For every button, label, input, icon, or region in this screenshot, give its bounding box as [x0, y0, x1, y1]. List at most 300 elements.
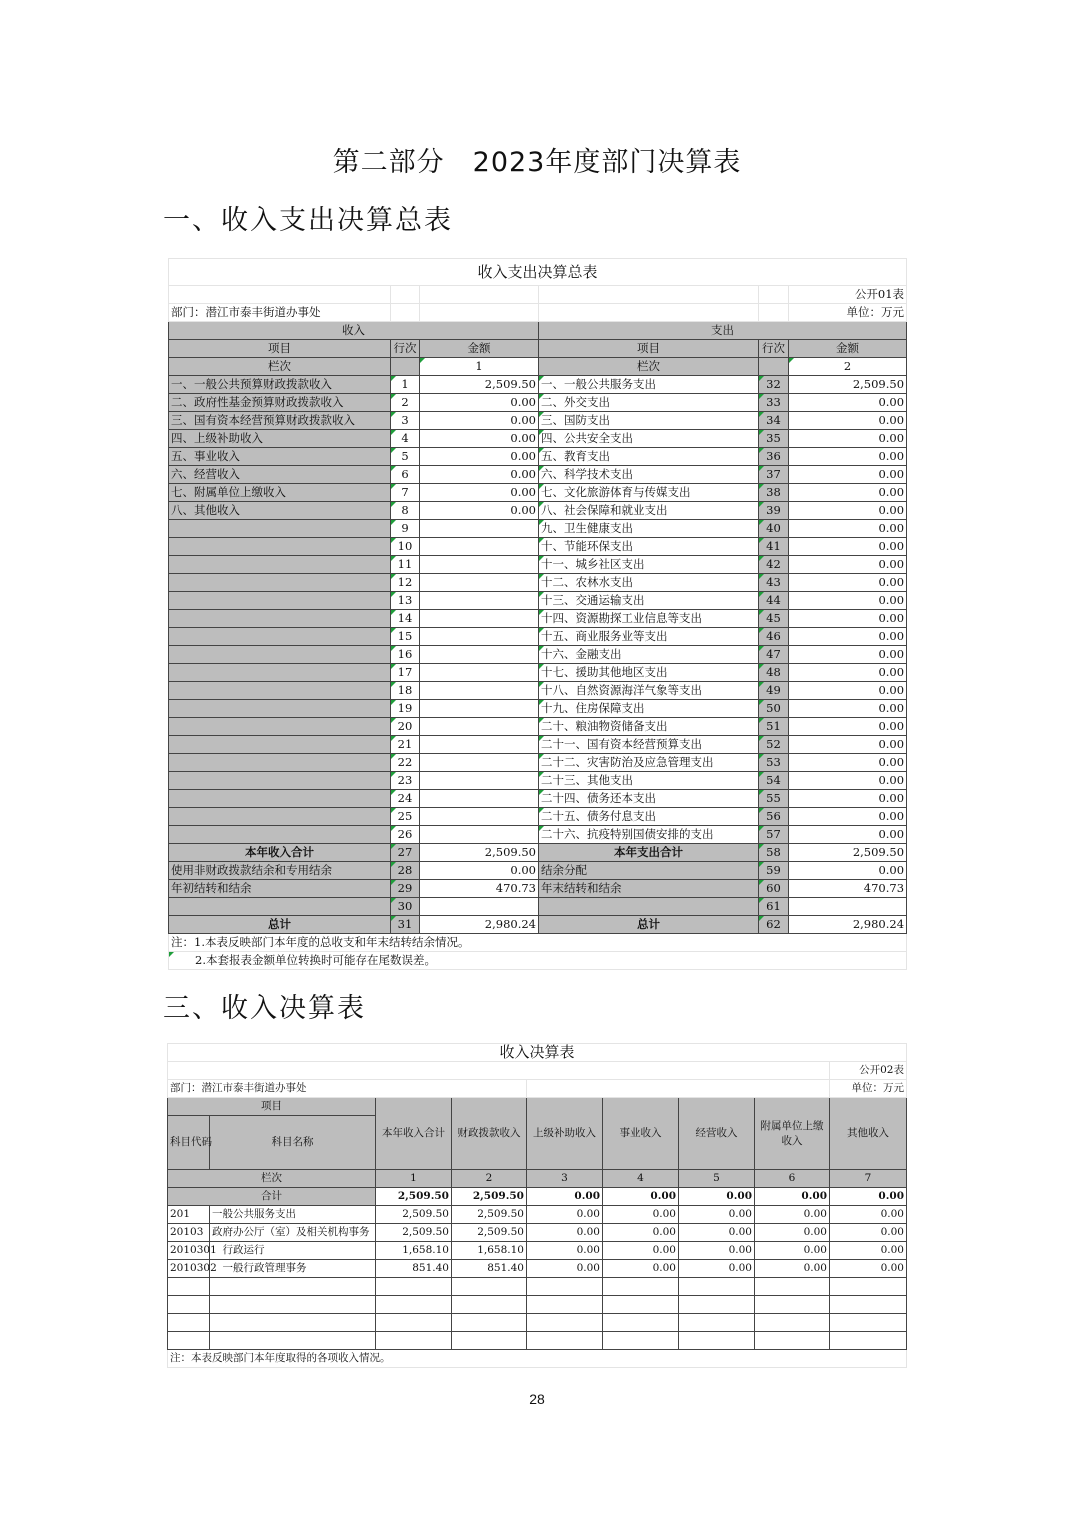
- lanci-number: 2: [452, 1170, 527, 1188]
- row-number: 45: [759, 610, 789, 628]
- expense-amount: 0.00: [789, 556, 907, 574]
- empty-cell: [830, 1332, 907, 1350]
- income-item: 四、上级补助收入: [169, 430, 391, 448]
- col-name: 科目名称: [210, 1116, 376, 1170]
- subject-code: 2010302: [168, 1260, 210, 1278]
- expense-item: 十八、自然资源海洋气象等支出: [539, 682, 759, 700]
- row-number: 50: [759, 700, 789, 718]
- expense-amount: 0.00: [789, 628, 907, 646]
- note-1: 注：1.本表反映部门本年度的总收支和年末结转结余情况。: [169, 934, 907, 952]
- row-number: 11: [391, 556, 420, 574]
- expense-item: 十六、金融支出: [539, 646, 759, 664]
- expense-item: 三、国防支出: [539, 412, 759, 430]
- income-item: [169, 628, 391, 646]
- row-label: 年初结转和结余: [169, 880, 391, 898]
- total-value: 2,509.50: [452, 1188, 527, 1206]
- value-cell: 0.00: [755, 1206, 830, 1224]
- row-number: 20: [391, 718, 420, 736]
- table2-note: 注：本表反映部门本年度取得的各项收入情况。: [168, 1350, 907, 1368]
- empty-cell: [603, 1332, 679, 1350]
- col-row: 行次: [391, 340, 420, 358]
- amount-cell: 0.00: [789, 862, 907, 880]
- row-number: 49: [759, 682, 789, 700]
- empty-cell: [210, 1296, 376, 1314]
- value-cell: 851.40: [376, 1260, 452, 1278]
- income-amount: [420, 754, 539, 772]
- expense-amount: 0.00: [789, 682, 907, 700]
- col-item: 项目: [539, 340, 759, 358]
- income-item: [169, 790, 391, 808]
- empty-cell: [376, 1296, 452, 1314]
- year-income-total: 2,509.50: [420, 844, 539, 862]
- income-header: 收入: [169, 322, 539, 340]
- empty-cell: [452, 1278, 527, 1296]
- expense-item: 十、节能环保支出: [539, 538, 759, 556]
- expense-item: 十一、城乡社区支出: [539, 556, 759, 574]
- expense-item: 七、文化旅游体育与传媒支出: [539, 484, 759, 502]
- table-row: [169, 592, 907, 610]
- row-number: 48: [759, 664, 789, 682]
- empty-row: [168, 1296, 907, 1314]
- subject-code: 2010301: [168, 1242, 210, 1260]
- value-cell: 0.00: [527, 1206, 603, 1224]
- empty-cell: [527, 1278, 603, 1296]
- expense-amount: 0.00: [789, 664, 907, 682]
- income-amount: [420, 610, 539, 628]
- subject-code: 20103: [168, 1224, 210, 1242]
- table-row: [169, 394, 907, 412]
- empty-cell: [376, 1278, 452, 1296]
- value-cell: 0.00: [603, 1260, 679, 1278]
- value-cell: 0.00: [603, 1224, 679, 1242]
- row-number: 37: [759, 466, 789, 484]
- col-header: 其他收入: [830, 1098, 907, 1170]
- expense-item: 二十、粮油物资储备支出: [539, 718, 759, 736]
- row-number: 60: [759, 880, 789, 898]
- total-value: 0.00: [603, 1188, 679, 1206]
- table-row: [169, 520, 907, 538]
- total-value: 0.00: [527, 1188, 603, 1206]
- expense-item: 十三、交通运输支出: [539, 592, 759, 610]
- table-title: 收入决算表: [168, 1044, 907, 1062]
- col-header: 事业收入: [603, 1098, 679, 1170]
- income-amount: [420, 718, 539, 736]
- table-row: [169, 412, 907, 430]
- section-title-3: 三、收入决算表: [163, 993, 366, 1024]
- table-row: [169, 574, 907, 592]
- row-number: 43: [759, 574, 789, 592]
- row-number: 62: [759, 916, 789, 934]
- empty-cell: [679, 1314, 755, 1332]
- expense-item: 一、一般公共服务支出: [539, 376, 759, 394]
- table-row: [169, 790, 907, 808]
- row-number: 13: [391, 592, 420, 610]
- row-number: 55: [759, 790, 789, 808]
- value-cell: 0.00: [830, 1224, 907, 1242]
- value-cell: 1,658.10: [452, 1242, 527, 1260]
- table-row: [169, 754, 907, 772]
- unit-label: 单位：万元: [830, 1080, 907, 1098]
- table-row: [169, 808, 907, 826]
- table-row: [169, 484, 907, 502]
- page-title: 第二部分 2023年度部门决算表: [332, 147, 742, 178]
- year-expense-total: 2,509.50: [789, 844, 907, 862]
- table-row: [169, 664, 907, 682]
- income-amount: [420, 664, 539, 682]
- income-item: [169, 538, 391, 556]
- expense-amount: 0.00: [789, 700, 907, 718]
- row-number: 58: [759, 844, 789, 862]
- row-number: 56: [759, 808, 789, 826]
- row-number: 24: [391, 790, 420, 808]
- income-amount: [420, 520, 539, 538]
- income-amount: 0.00: [420, 484, 539, 502]
- expense-amount: 0.00: [789, 826, 907, 844]
- row-number: 12: [391, 574, 420, 592]
- expense-amount: 0.00: [789, 790, 907, 808]
- expense-item: 二十三、其他支出: [539, 772, 759, 790]
- expense-amount: 0.00: [789, 538, 907, 556]
- table-row: [169, 538, 907, 556]
- subject-name: 一般行政管理事务: [210, 1260, 376, 1278]
- year-expense-total-label: 本年支出合计: [539, 844, 759, 862]
- income-item: [169, 574, 391, 592]
- total-value: 0.00: [755, 1188, 830, 1206]
- form-number: 公开02表: [830, 1062, 907, 1080]
- row-number: 39: [759, 502, 789, 520]
- row-number: 4: [391, 430, 420, 448]
- expense-item: 二、外交支出: [539, 394, 759, 412]
- expense-amount: 0.00: [789, 754, 907, 772]
- empty-cell: [168, 1296, 210, 1314]
- expense-item: 二十二、灾害防治及应急管理支出: [539, 754, 759, 772]
- expense-amount: 0.00: [789, 502, 907, 520]
- value-cell: 0.00: [830, 1206, 907, 1224]
- expense-header: 支出: [539, 322, 907, 340]
- expense-amount: 0.00: [789, 646, 907, 664]
- income-amount: [420, 772, 539, 790]
- row-number: 16: [391, 646, 420, 664]
- row-number: 15: [391, 628, 420, 646]
- subject-name: 一般公共服务支出: [210, 1206, 376, 1224]
- income-item: [169, 682, 391, 700]
- table-row: [169, 682, 907, 700]
- expense-amount: 0.00: [789, 412, 907, 430]
- table-row: [169, 826, 907, 844]
- department-label: 部门：潜江市泰丰街道办事处: [168, 1080, 527, 1098]
- expense-amount: 0.00: [789, 574, 907, 592]
- table-row: [168, 1260, 907, 1278]
- income-amount: [420, 826, 539, 844]
- empty-cell: [755, 1278, 830, 1296]
- expense-item: 六、科学技术支出: [539, 466, 759, 484]
- income-item: [169, 808, 391, 826]
- income-item: [169, 718, 391, 736]
- empty-cell: [168, 1332, 210, 1350]
- income-amount: [420, 736, 539, 754]
- table-row: [169, 646, 907, 664]
- expense-amount: 0.00: [789, 718, 907, 736]
- subject-name: 行政运行: [210, 1242, 376, 1260]
- row-number: 54: [759, 772, 789, 790]
- row-number: 18: [391, 682, 420, 700]
- col-row: 行次: [759, 340, 789, 358]
- row-number: 47: [759, 646, 789, 664]
- subject-name: 政府办公厅（室）及相关机构事务: [210, 1224, 376, 1242]
- row-number: 23: [391, 772, 420, 790]
- row-number: 7: [391, 484, 420, 502]
- expense-amount: 0.00: [789, 430, 907, 448]
- row-number: 3: [391, 412, 420, 430]
- grand-total-income: 2,980.24: [420, 916, 539, 934]
- lanci-number: 5: [679, 1170, 755, 1188]
- col-item: 项目: [168, 1098, 376, 1116]
- income-amount: [420, 646, 539, 664]
- expense-item: 二十一、国有资本经营预算支出: [539, 736, 759, 754]
- table-row: [169, 610, 907, 628]
- row-number: 35: [759, 430, 789, 448]
- empty-cell: [527, 1296, 603, 1314]
- income-amount: 0.00: [420, 448, 539, 466]
- expense-item: 八、社会保障和就业支出: [539, 502, 759, 520]
- income-amount: [420, 574, 539, 592]
- income-item: 五、事业收入: [169, 448, 391, 466]
- row-number: 10: [391, 538, 420, 556]
- income-amount: [420, 628, 539, 646]
- lanci-label: 栏次: [168, 1170, 376, 1188]
- row-number: 31: [391, 916, 420, 934]
- table-row: [169, 628, 907, 646]
- empty-cell: [679, 1278, 755, 1296]
- col-code: 科目代码: [168, 1116, 210, 1170]
- value-cell: 0.00: [603, 1242, 679, 1260]
- expense-item: 二十六、抗疫特别国债安排的支出: [539, 826, 759, 844]
- grand-total-income-label: 总计: [169, 916, 391, 934]
- empty-cell: [603, 1296, 679, 1314]
- value-cell: 0.00: [830, 1242, 907, 1260]
- income-item: [169, 700, 391, 718]
- expense-item: 九、卫生健康支出: [539, 520, 759, 538]
- col-header: 附属单位上缴收入: [755, 1098, 830, 1170]
- empty-cell: [755, 1314, 830, 1332]
- table-row: [169, 556, 907, 574]
- row-number: 34: [759, 412, 789, 430]
- row-number: 28: [391, 862, 420, 880]
- row-number: 6: [391, 466, 420, 484]
- value-cell: 2,509.50: [452, 1224, 527, 1242]
- empty-cell: [452, 1296, 527, 1314]
- table-row: [169, 466, 907, 484]
- lanci-label: 栏次: [169, 358, 391, 376]
- value-cell: 0.00: [527, 1242, 603, 1260]
- expense-amount: 0.00: [789, 448, 907, 466]
- row-number: 25: [391, 808, 420, 826]
- value-cell: 0.00: [679, 1242, 755, 1260]
- row-number: 1: [391, 376, 420, 394]
- row-number: 53: [759, 754, 789, 772]
- amount-cell: 470.73: [420, 880, 539, 898]
- expense-item: 四、公共安全支出: [539, 430, 759, 448]
- income-amount: [420, 556, 539, 574]
- col-amount: 金额: [789, 340, 907, 358]
- expense-item: 五、教育支出: [539, 448, 759, 466]
- value-cell: 2,509.50: [452, 1206, 527, 1224]
- expense-amount: 0.00: [789, 466, 907, 484]
- income-amount: 2,509.50: [420, 376, 539, 394]
- value-cell: 0.00: [830, 1260, 907, 1278]
- value-cell: 0.00: [679, 1224, 755, 1242]
- row-number: 17: [391, 664, 420, 682]
- col-header: 财政拨款收入: [452, 1098, 527, 1170]
- empty-cell: [830, 1278, 907, 1296]
- row-label: 使用非财政拨款结余和专用结余: [169, 862, 391, 880]
- lanci-number: 6: [755, 1170, 830, 1188]
- row-number: 27: [391, 844, 420, 862]
- income-item: 一、一般公共预算财政拨款收入: [169, 376, 391, 394]
- col-header: 上级补助收入: [527, 1098, 603, 1170]
- income-item: [169, 826, 391, 844]
- row-number: 33: [759, 394, 789, 412]
- row-number: 41: [759, 538, 789, 556]
- row-number: 21: [391, 736, 420, 754]
- income-item: [169, 754, 391, 772]
- value-cell: 0.00: [679, 1260, 755, 1278]
- income-statement-table: [167, 1043, 907, 1368]
- income-amount: [420, 682, 539, 700]
- empty-cell: [755, 1296, 830, 1314]
- row-number: 52: [759, 736, 789, 754]
- col-amount: 金额: [420, 340, 539, 358]
- lanci-income: 1: [420, 358, 539, 376]
- income-amount: 0.00: [420, 412, 539, 430]
- table-row: [169, 772, 907, 790]
- empty-cell: [603, 1314, 679, 1332]
- expense-item: 十二、农林水支出: [539, 574, 759, 592]
- value-cell: 0.00: [755, 1260, 830, 1278]
- empty-cell: [210, 1278, 376, 1296]
- table-row: [169, 502, 907, 520]
- total-value: 2,509.50: [376, 1188, 452, 1206]
- value-cell: 0.00: [755, 1224, 830, 1242]
- amount-cell: 470.73: [789, 880, 907, 898]
- income-item: 二、政府性基金预算财政拨款收入: [169, 394, 391, 412]
- table-row: [169, 736, 907, 754]
- empty-cell: [452, 1314, 527, 1332]
- table-row: [169, 376, 907, 394]
- note-2: 2.本套报表金额单位转换时可能存在尾数误差。: [169, 952, 907, 970]
- col-header: 经营收入: [679, 1098, 755, 1170]
- income-item: [169, 664, 391, 682]
- lanci-label: 栏次: [539, 358, 759, 376]
- row-label: 结余分配: [539, 862, 759, 880]
- income-item: 六、经营收入: [169, 466, 391, 484]
- expense-item: 十九、住房保障支出: [539, 700, 759, 718]
- expense-amount: 0.00: [789, 394, 907, 412]
- income-expense-summary-table: [168, 258, 907, 970]
- row-number: 51: [759, 718, 789, 736]
- total-value: 0.00: [679, 1188, 755, 1206]
- empty-cell: [527, 1332, 603, 1350]
- value-cell: 0.00: [603, 1206, 679, 1224]
- income-item: [169, 646, 391, 664]
- department-label: 部门：潜江市泰丰街道办事处: [169, 304, 391, 322]
- amount-cell: 0.00: [420, 862, 539, 880]
- value-cell: 0.00: [679, 1206, 755, 1224]
- row-number: 26: [391, 826, 420, 844]
- income-amount: [420, 808, 539, 826]
- table-row: [169, 700, 907, 718]
- row-number: 57: [759, 826, 789, 844]
- income-item: [169, 736, 391, 754]
- expense-item: 十五、商业服务业等支出: [539, 628, 759, 646]
- row-number: 40: [759, 520, 789, 538]
- total-value: 0.00: [830, 1188, 907, 1206]
- expense-item: 十七、援助其他地区支出: [539, 664, 759, 682]
- empty-cell: [603, 1278, 679, 1296]
- row-number: 29: [391, 880, 420, 898]
- grand-total-expense: 2,980.24: [789, 916, 907, 934]
- empty-row: [168, 1332, 907, 1350]
- expense-amount: 0.00: [789, 736, 907, 754]
- expense-amount: 2,509.50: [789, 376, 907, 394]
- expense-amount: 0.00: [789, 772, 907, 790]
- empty-row: [168, 1314, 907, 1332]
- empty-cell: [376, 1314, 452, 1332]
- row-number: 38: [759, 484, 789, 502]
- table-row: [168, 1206, 907, 1224]
- income-item: [169, 592, 391, 610]
- form-number: 公开01表: [789, 286, 907, 304]
- expense-item: 二十四、债务还本支出: [539, 790, 759, 808]
- income-item: 八、其他收入: [169, 502, 391, 520]
- value-cell: 851.40: [452, 1260, 527, 1278]
- income-amount: [420, 790, 539, 808]
- value-cell: 2,509.50: [376, 1206, 452, 1224]
- row-number: 59: [759, 862, 789, 880]
- expense-amount: 0.00: [789, 592, 907, 610]
- income-amount: 0.00: [420, 466, 539, 484]
- lanci-number: 1: [376, 1170, 452, 1188]
- lanci-expense: 2: [789, 358, 907, 376]
- year-income-total-label: 本年收入合计: [169, 844, 391, 862]
- empty-cell: [452, 1332, 527, 1350]
- total-label: 合计: [168, 1188, 376, 1206]
- row-number: 32: [759, 376, 789, 394]
- col-header: 本年收入合计: [376, 1098, 452, 1170]
- income-amount: [420, 592, 539, 610]
- expense-amount: 0.00: [789, 808, 907, 826]
- empty-cell: [830, 1314, 907, 1332]
- table-row: [169, 448, 907, 466]
- empty-cell: [376, 1332, 452, 1350]
- row-number: 61: [759, 898, 789, 916]
- income-item: [169, 556, 391, 574]
- expense-amount: 0.00: [789, 520, 907, 538]
- row-number: 42: [759, 556, 789, 574]
- income-item: [169, 610, 391, 628]
- row-number: 30: [391, 898, 420, 916]
- lanci-number: 3: [527, 1170, 603, 1188]
- empty-cell: [527, 1314, 603, 1332]
- row-number: 14: [391, 610, 420, 628]
- lanci-number: 7: [830, 1170, 907, 1188]
- value-cell: 0.00: [755, 1242, 830, 1260]
- empty-cell: [210, 1332, 376, 1350]
- row-number: 46: [759, 628, 789, 646]
- row-number: 2: [391, 394, 420, 412]
- empty-row: [168, 1278, 907, 1296]
- row-number: 19: [391, 700, 420, 718]
